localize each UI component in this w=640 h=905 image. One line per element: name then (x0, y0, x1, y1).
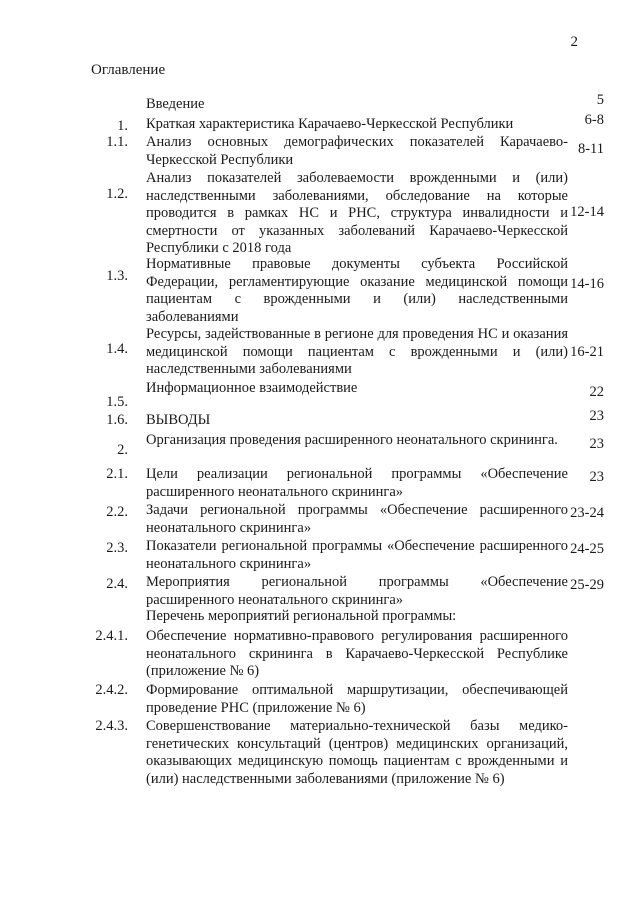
toc-entry-text: ВЫВОДЫ (146, 412, 211, 428)
toc-entry-number: 2.3. (106, 540, 128, 556)
measures-list-heading: Перечень мероприятий региональной программы: (146, 608, 457, 624)
toc-entry-text: Мероприятия региональной программы «Обеспечение расширенного неонатального скрининга» (146, 574, 568, 608)
toc-entry-number: 2.4.2. (95, 682, 128, 698)
toc-entry-number: 1. (117, 118, 128, 134)
toc-entry-number: 2.4.1. (95, 628, 128, 644)
toc-entry-page: 22 (589, 384, 604, 400)
toc-entry-text: Организация проведения расширенного неонатального скрининга. (146, 432, 558, 448)
page-number: 2 (570, 34, 578, 50)
toc-title: Оглавление (91, 62, 166, 78)
toc-entry-page: 23 (589, 469, 604, 485)
toc-entry-text: Анализ основных демографических показателей Карачаево-Черкесской Республики (146, 134, 568, 168)
toc-entry-text: Обеспечение нормативно-правового регулирования расширенного неонатального скрининга в Карачаево-Черкесской Республике (приложение № 6) (146, 628, 568, 679)
toc-entry-page: 23 (589, 408, 604, 424)
toc-entry-number: 2.2. (106, 504, 128, 520)
toc-entry-text: Нормативные правовые документы субъекта Российской Федерации, регламентирующие оказание медицинской помощи пациентам с врожденными и (или) наследственными заболеваниями (146, 256, 568, 325)
toc-entry-text: Анализ показателей заболеваемости врожденными и (или) наследственными заболеваниями, обследование на которые проводится в рамках НС и РНС, структура инвалидности и смертности от указанных заболеваний Карачаево-Черкесской Республики с 2018 года (146, 170, 568, 256)
toc-entry-page: 24-25 (570, 541, 604, 557)
toc-entry-text: Краткая характеристика Карачаево-Черкесской Республики (146, 116, 514, 132)
toc-entry-text: Формирование оптимальной маршрутизации, обеспечивающей проведение РНС (приложение № 6) (146, 682, 568, 716)
toc-entry-text: Информационное взаимодействие (146, 380, 358, 396)
toc-entry-text: Совершенствование материально-технической базы медико-генетических консультаций (центров) медицинских организаций, оказывающих медицинскую помощь пациентам с врожденными и (или) наследственными заболеваниями (приложение № 6) (146, 718, 568, 787)
toc-entry-number: 2. (117, 442, 128, 458)
toc-entry-number: 2.1. (106, 466, 128, 482)
toc-entry-number: 2.4. (106, 576, 128, 592)
toc-entry-text: Задачи региональной программы «Обеспечение расширенного неонатального скрининга» (146, 502, 568, 536)
toc-entry-number: 1.2. (106, 186, 128, 202)
toc-entry-page: 23-24 (570, 505, 604, 521)
toc-entry-page: 8-11 (577, 141, 604, 157)
toc-entry-page: 12-14 (570, 204, 604, 220)
toc-entry-page: 14-16 (570, 276, 604, 292)
toc-entry-page: 16-21 (570, 344, 604, 360)
toc-entry-number: 1.6. (106, 412, 128, 428)
toc-entry-page: 25-29 (570, 577, 604, 593)
toc-entry-text: Показатели региональной программы «Обеспечение расширенного неонатального скрининга» (146, 538, 568, 572)
toc-entry-text: Введение (146, 96, 205, 112)
toc-entry-number: 1.4. (106, 341, 128, 357)
toc-entry-text: Цели реализации региональной программы «Обеспечение расширенного неонатального скрининга» (146, 466, 568, 500)
toc-entry-page: 5 (596, 92, 604, 108)
toc-entry-text: Ресурсы, задействованные в регионе для проведения НС и оказания медицинской помощи пациентам с врожденными и (или) наследственными заболеваниями (146, 326, 568, 377)
toc-entry-number: 1.3. (106, 268, 128, 284)
toc-entry-number: 1.1. (106, 134, 128, 150)
toc-entry-number: 1.5. (106, 394, 128, 410)
toc-entry-page: 23 (589, 436, 604, 452)
toc-entry-page: 6-8 (584, 112, 604, 128)
toc-entry-number: 2.4.3. (95, 718, 128, 734)
